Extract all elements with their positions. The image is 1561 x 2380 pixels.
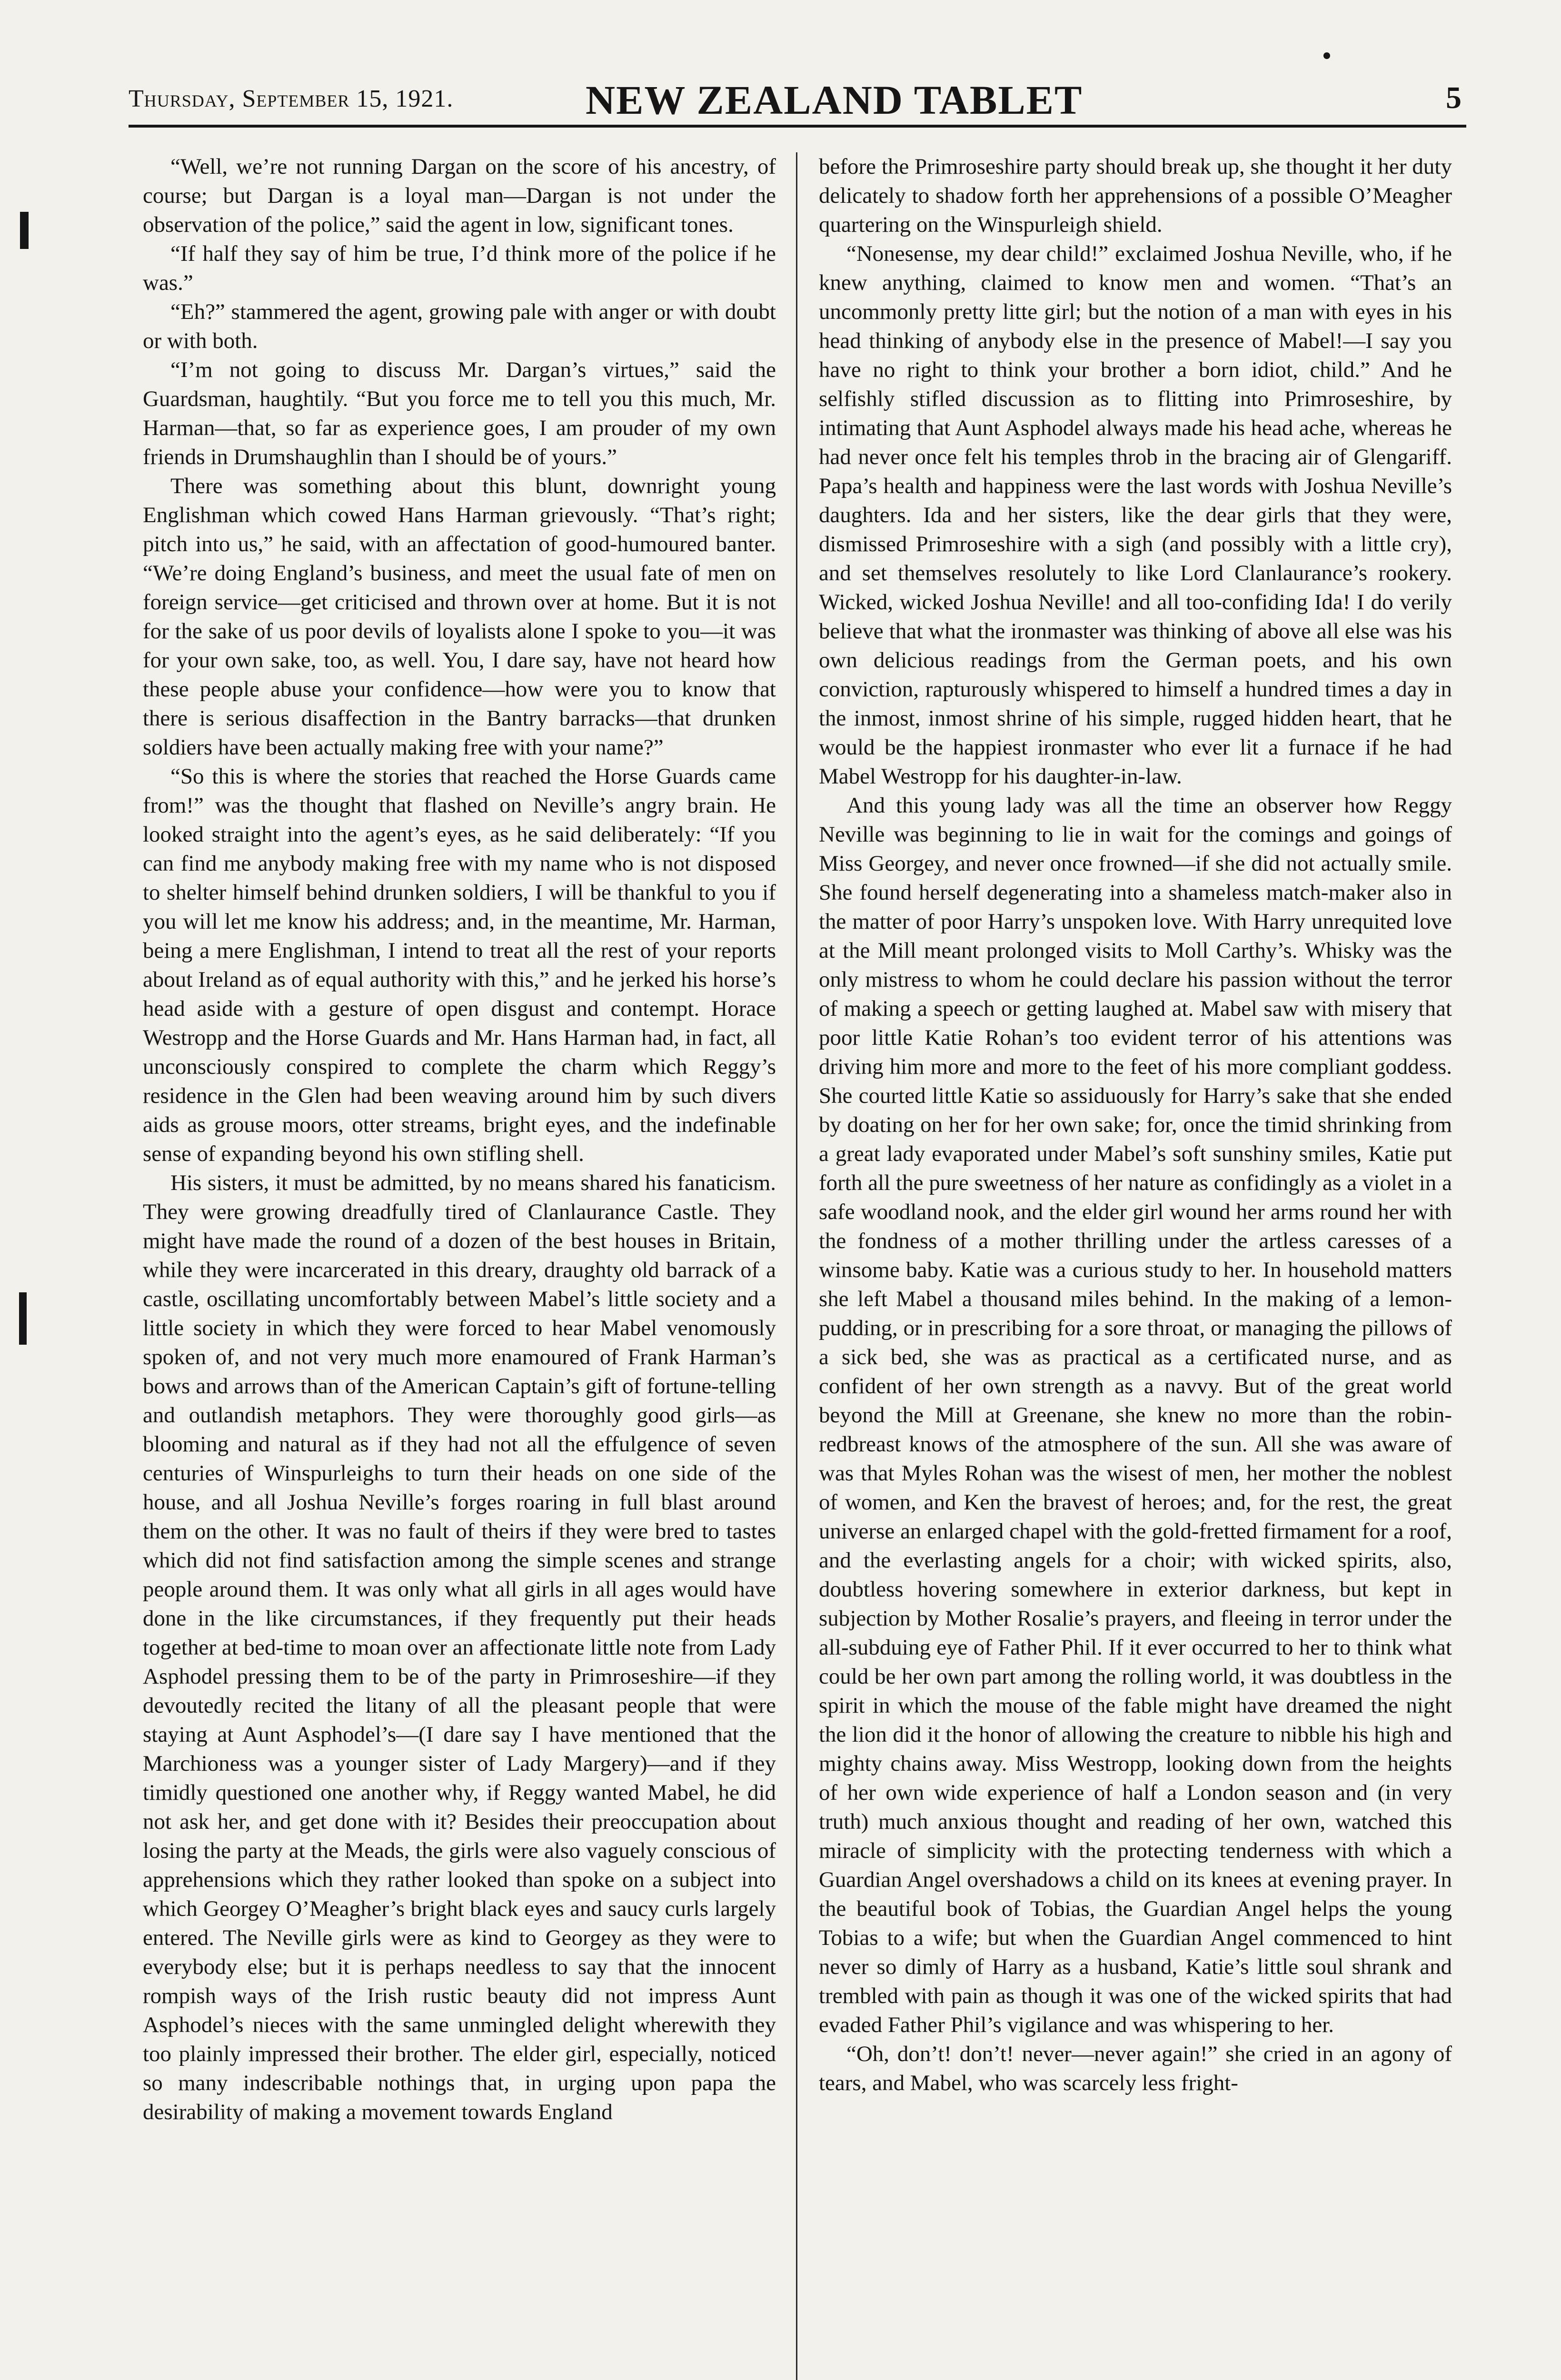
article-paragraph: There was something about this blunt, downright young Englishman which cowed Hans Harman grievously. “That’s right; pitch into us,” he said, with an affectation of good-humoured banter. “We’re doing England’s business, and meet the usual fate of men on foreign service—get criticised and thrown over at home. But it is not for the sake of us poor devils of loyalists alone I spoke to you—it was for your own sake, too, as well. You, I dare say, have not heard how these people abuse your confidence—how were you to know that there is serious disaffection in the Bantry barracks—that drunken soldiers have been actually making free with your name?”	[143, 474, 776, 760]
issue-date: Thursday, September 15, 1921.	[129, 85, 454, 112]
left-column	[143, 152, 776, 2380]
right-column	[819, 152, 1452, 2380]
article-paragraph: “Nonesense, my dear child!” exclaimed Joshua Neville, who, if he knew anything, claimed to know men and women. “That’s an uncommonly pretty litte girl; but the notion of a man with eyes in his head thinking of anybody else in the presence of Mabel!—I say you have no right to think your brother a born idiot, child.” And he selfishly stifled discussion as to flitting into Primroseshire, by intimating that Aunt Asphodel always made his head ache, whereas he had never once felt his temples throb in the bracing air of Glengariff. Papa’s health and happiness were the last words with Joshua Neville’s daughters. Ida and her sisters, like the dear girls that they were, dismissed Primroseshire with a sigh (and possibly with a little cry), and set themselves resolutely to like Lord Clanlaurance’s rookery. Wicked, wicked Joshua Neville! and all too-confiding Ida! I do verily believe that what the ironmaster was thinking of above all else was his own delicious readings from the German poets, and his own conviction, rapturously whispered to himself a hundred times a day in the inmost, inmost shrine of his simple, rugged hidden heart, that he would be the happiest ironmaster who ever lit a furnace if he had Mabel Westropp for his daughter-in-law.	[819, 241, 1452, 789]
page-number: 5	[1446, 80, 1462, 115]
article-paragraph: “If half they say of him be true, I’d think more of the police if he was.”	[143, 241, 776, 295]
newspaper-title: NEW ZEALAND TABLET	[586, 77, 1083, 123]
masthead	[129, 76, 1462, 124]
article-paragraph: “Eh?” stammered the agent, growing pale with anger or with doubt or with both.	[143, 299, 776, 353]
article-paragraph: before the Primroseshire party should break up, she thought it her duty delicately to shadow forth her apprehensions of a possible O’Meagher quartering on the Winspurleigh shield.	[819, 154, 1452, 237]
article-paragraph: And this young lady was all the time an observer how Reggy Neville was beginning to lie in wait for the comings and goings of Miss Georgey, and never once frowned—if she did not actually smile. She found herself degenerating into a shameless match-maker also in the matter of poor Harry’s unspoken love. With Harry unrequited love at the Mill meant prolonged visits to Moll Carthy’s. Whisky was the only mistress to whom he could declare his passion without the terror of making a speech or getting laughed at. Mabel saw with misery that poor little Katie Rohan’s too evident terror of his attentions was driving him more and more to the feet of his more compliant goddess. She courted little Katie so assiduously for Harry’s sake that she ended by doating on her for her own sake; for, once the timid shrinking from a great lady evaporated under Mabel’s soft sunshiny smiles, Katie put forth all the pure sweetness of her nature as confidingly as a violet in a safe woodland nook, and the elder girl wound her arms round her with the fondness of a mother thrilling under the artless caresses of a winsome baby. Katie was a curious study to her. In household matters she left Mabel a thousand miles behind. In the making of a lemon-pudding, or in prescribing for a sore throat, or managing the pillows of a sick bed, she was as practical as a certificated nurse, and as confident of her own strength as a navvy. But of the great world beyond the Mill at Greenane, she knew no more than the robin-redbreast knows of the atmosphere of the sun. All she was aware of was that Myles Rohan was the wisest of men, her mother the noblest of women, and Ken the bravest of heroes; and, for the rest, the great universe an enlarged chapel with the gold-fretted firmament for a roof, and the everlasting angels for a choir; with wicked spirits, also, doubtless hovering somewhere in exterior darkness, but kept in subjection by Mother Rosalie’s prayers, and fleeing in terror under the all-subduing eye of Father Phil. If it ever occurred to her to think what could be her own part among the rolling world, it was doubtless in the spirit in which the mouse of the fable might have dreamed the night the lion did it the honor of allowing the creature to nibble his high and mighty chains away. Miss Westropp, looking down from the heights of her own wide experience of half a London season and (in very truth) much anxious thought and reading of her own, watched this miracle of simplicity with the protecting tenderness with which a Guardian Angel overshadows a child on its knees at evening prayer. In the beautiful book of Tobias, the Guardian Angel helps the young Tobias to a wife; but when the Guardian Angel commenced to hint never so dimly of Harry as a husband, Katie’s little soul shrank and trembled with pain as though it was one of the wicked spirits that had evaded Father Phil’s vigilance and was whispering to her.	[819, 793, 1452, 2037]
article-paragraph: “So this is where the stories that reached the Horse Guards came from!” was the thought that flashed on Neville’s angry brain. He looked straight into the agent’s eyes, as he said deliberately: “If you can find me anybody making free with my name who is not disposed to shelter himself behind drunken soldiers, I will be thankful to you if you will let me know his address; and, in the meantime, Mr. Harman, being a mere Englishman, I intend to treat all the rest of your reports about Ireland as of equal authority with this,” and he jerked his horse’s head aside with a gesture of open disgust and contempt. Horace Westropp and the Horse Guards and Mr. Hans Harman had, in fact, all unconsciously conspired to complete the charm which Reggy’s residence in the Glen had been weaving around him by such divers aids as grouse moors, otter streams, bright eyes, and the indefinable sense of expanding beyond his own stifling shell.	[143, 764, 776, 1166]
margin-mark	[20, 212, 29, 249]
column-divider	[796, 152, 797, 2380]
article-paragraph: His sisters, it must be admitted, by no means shared his fanaticism. They were growing dreadfully tired of Clanlaurance Castle. They might have made the round of a dozen of the best houses in Britain, while they were incarcerated in this dreary, draughty old barrack of a castle, oscillating uncomfortably between Mabel’s little society and a little society in which they were forced to hear Mabel venomously spoken of, and not very much more enamoured of Frank Harman’s bows and arrows than of the American Captain’s gift of fortune-telling and outlandish metaphors. They were thoroughly good girls—as blooming and natural as if they had not all the effulgence of seven centuries of Winspurleighs to turn their heads on one side of the house, and all Joshua Neville’s forges roaring in full blast around them on the other. It was no fault of theirs if they were bred to tastes which did not find satisfaction among the simple scenes and strange people around them. It was only what all girls in all ages would have done in the like circumstances, if they frequently put their heads together at bed-time to moan over an affectionate little note from Lady Asphodel pressing them to be of the party in Primroseshire—if they devoutedly recited the litany of all the pleasant people that were staying at Aunt Asphodel’s—(I dare say I have mentioned that the Marchioness was a younger sister of Lady Margery)—and if they timidly questioned one another why, if Reggy wanted Mabel, he did not ask her, and get done with it? Besides their preoccupation about losing the party at the Meads, the girls were also vaguely conscious of apprehensions which they rather looked than spoke on a subject into which Georgey O’Meagher’s bright black eyes and saucy curls largely entered. The Neville girls were as kind to Georgey as they were to everybody else; but it is perhaps needless to say that the innocent rompish ways of the Irish rustic beauty did not impress Aunt Asphodel’s nieces with the same unmingled delight wherewith they too plainly impressed their brother. The elder girl, especially, noticed so many indescribable nothings that, in urging upon papa the desirability of making a movement towards England	[143, 1170, 776, 2124]
margin-mark	[19, 1292, 27, 1345]
article-paragraph: “Oh, don’t! don’t! never—never again!” she cried in an agony of tears, and Mabel, who was scarcely less fright-	[819, 2042, 1452, 2095]
margin-mark	[1323, 52, 1330, 59]
masthead-rule	[129, 125, 1466, 128]
article-paragraph: “I’m not going to discuss Mr. Dargan’s virtues,” said the Guardsman, haughtily. “But you force me to tell you this much, Mr. Harman—that, so far as experience goes, I am prouder of my own friends in Drumshaughlin than I should be of yours.”	[143, 357, 776, 469]
article-paragraph: “Well, we’re not running Dargan on the score of his ancestry, of course; but Dargan is a loyal man—Dargan is not under the observation of the police,” said the agent in low, significant tones.	[143, 154, 776, 237]
